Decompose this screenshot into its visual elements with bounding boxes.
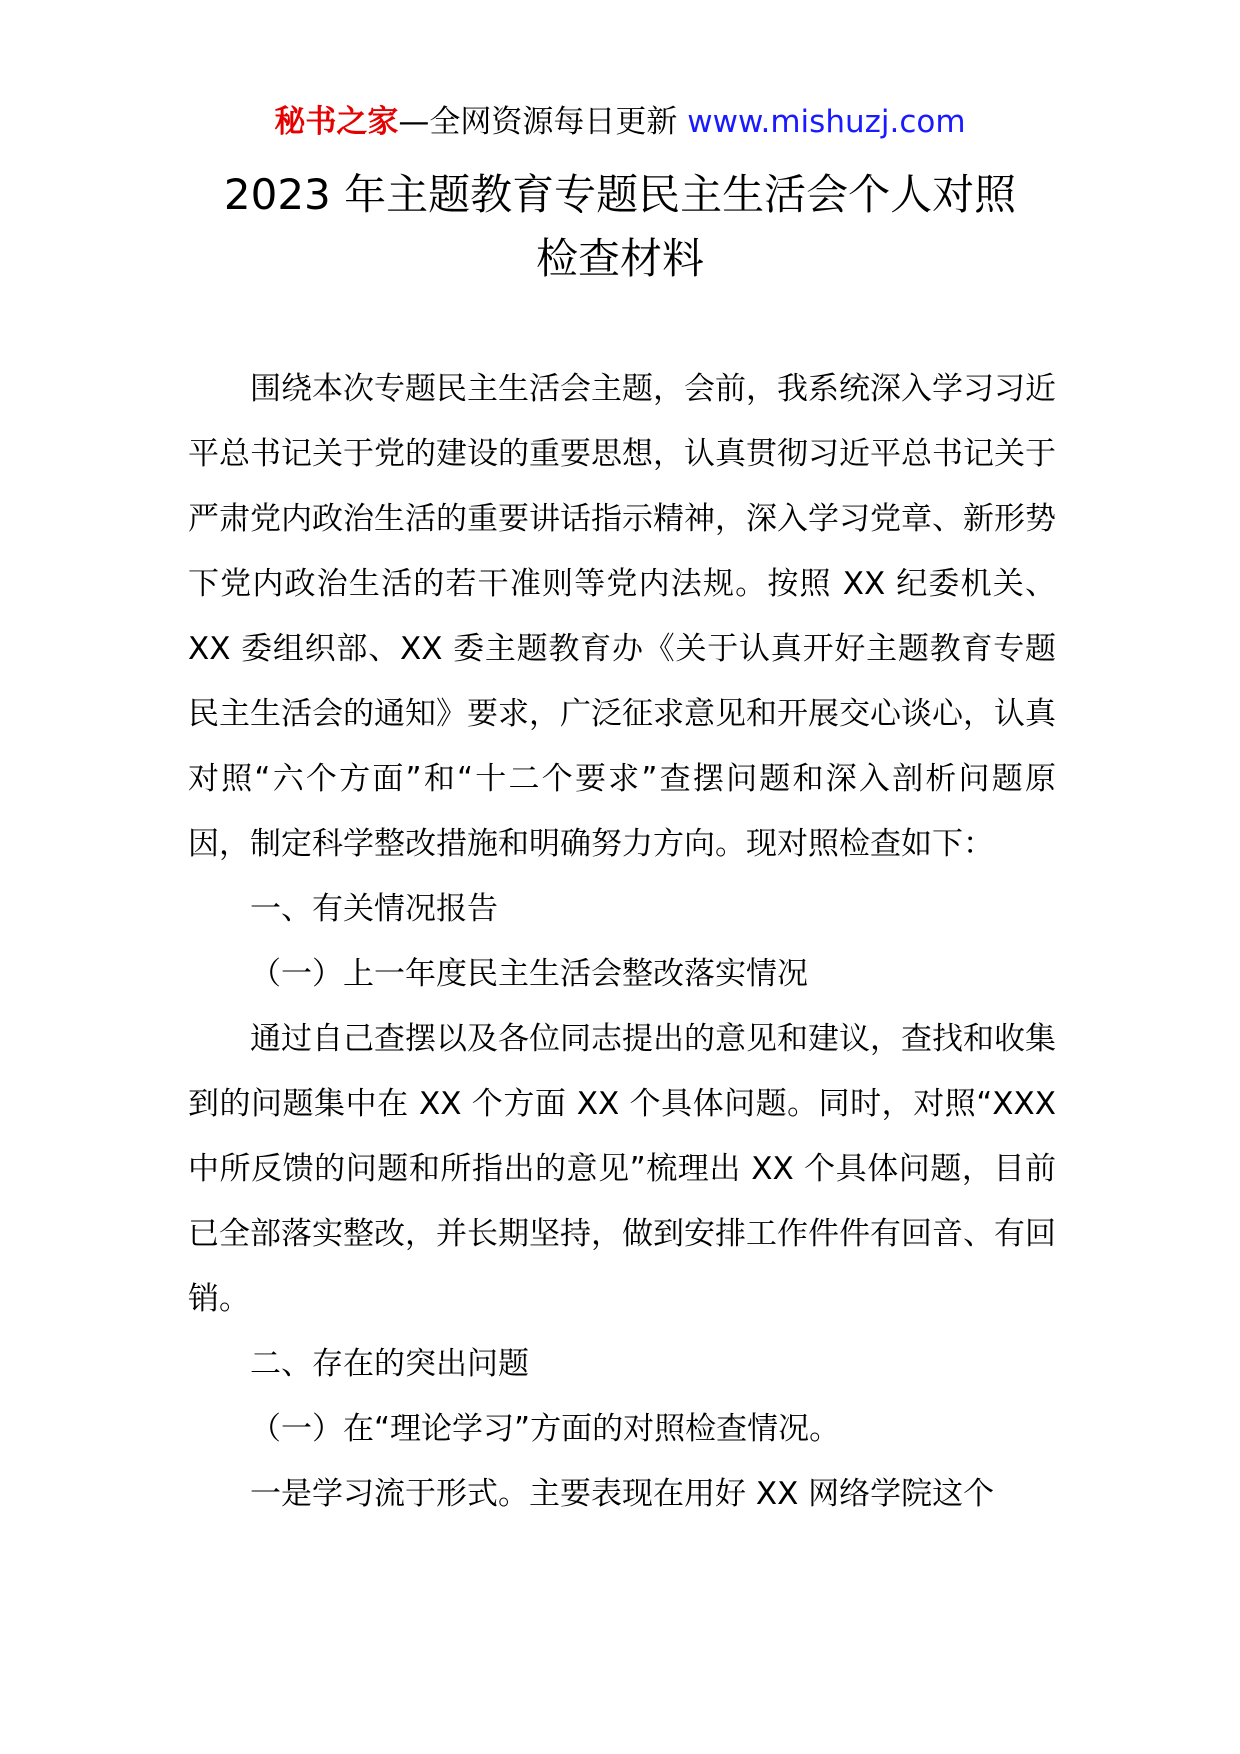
subsection-heading-2-1: （一）在“理论学习”方面的对照检查情况。 (250, 1411, 841, 1447)
document-body (188, 357, 1056, 1527)
section-heading-1: 一、有关情况报告 (250, 891, 498, 927)
body-paragraph: 一是学习流于形式。主要表现在用好 XX 网络学院这个 (250, 1476, 995, 1512)
body-paragraph: 通过自己查摆以及各位同志提出的意见和建议，查找和收集到的问题集中在 XX 个方面 XX 个具体问题。同时，对照“XXX 中所反馈的问题和所指出的意见”梳理出 XX 个具体问题，目前已全部落实整改，并长期坚持，做到安排工作件件有回音、有回销。 (188, 1021, 1056, 1317)
brand-name: 秘书之家 (274, 104, 399, 140)
site-url[interactable]: www.mishuzj.com (687, 104, 966, 140)
title-line-1: 2023 年主题教育专题民主生活会个人对照 (223, 170, 1017, 219)
section-heading-2: 二、存在的突出问题 (250, 1346, 529, 1382)
intro-paragraph: 围绕本次专题民主生活会主题，会前，我系统深入学习习近平总书记关于党的建设的重要思想，认真贯彻习近平总书记关于严肃党内政治生活的重要讲话指示精神，深入学习党章、新形势下党内政治生活的若干准则等党内法规。按照 XX 纪委机关、XX 委组织部、XX 委主题教育办《关于认真开好主题教育专题民主生活会的通知》要求，广泛征求意见和开展交心谈心，认真对照“六个方面”和“十二个要求”查摆问题和深入剖析问题原因，制定科学整改措施和明确努力方向。现对照检查如下： (188, 371, 1056, 862)
subsection-heading-1-1: （一）上一年度民主生活会整改落实情况 (250, 956, 808, 992)
banner-slogan: —全网资源每日更新 (398, 104, 688, 140)
title-line-2: 检查材料 (535, 234, 704, 283)
document-title (180, 163, 1060, 291)
site-banner (0, 100, 1240, 144)
